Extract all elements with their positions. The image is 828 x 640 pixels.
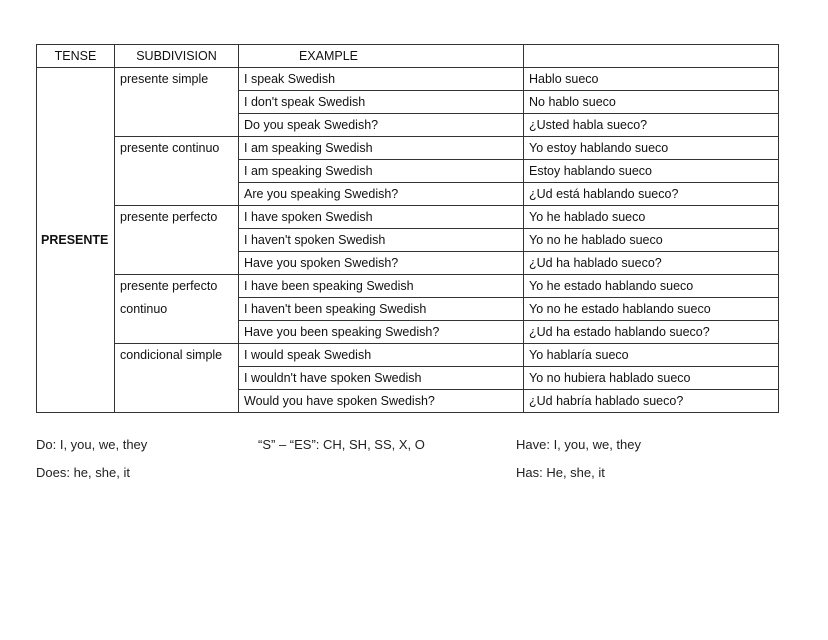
example-cell: I speak Swedish [239,68,524,91]
example-cell: Have you been speaking Swedish? [239,321,524,344]
translation-cell: ¿Usted habla sueco? [524,114,779,137]
example-cell: Are you speaking Swedish? [239,183,524,206]
translation-cell: Yo no he hablado sueco [524,229,779,252]
example-cell: Do you speak Swedish? [239,114,524,137]
example-cell: I am speaking Swedish [239,137,524,160]
table-row [37,344,779,367]
example-cell: I don't speak Swedish [239,91,524,114]
note-do: Do: I, you, we, they [36,437,148,452]
example-cell: Would you have spoken Swedish? [239,390,524,413]
subdivision-cell: presente simple [115,68,239,137]
header-translation [524,45,779,68]
tense-cell: PRESENTE [37,68,115,413]
example-cell: I would speak Swedish [239,344,524,367]
table-row [37,68,779,91]
translation-cell: ¿Ud ha estado hablando sueco? [524,321,779,344]
header-row [37,45,779,68]
translation-cell: Hablo sueco [524,68,779,91]
header-tense: TENSE [37,45,115,68]
table-row [37,206,779,229]
translation-cell: Yo no he estado hablando sueco [524,298,779,321]
subdivision-cell: presente continuo [115,137,239,206]
translation-cell: Yo no hubiera hablado sueco [524,367,779,390]
translation-cell: Yo hablaría sueco [524,344,779,367]
example-cell: I am speaking Swedish [239,160,524,183]
subdivision-cell: presente perfecto continuo [115,275,239,344]
translation-cell: Estoy hablando sueco [524,160,779,183]
example-cell: I haven't spoken Swedish [239,229,524,252]
subdivision-cell: presente perfecto [115,206,239,275]
translation-cell: ¿Ud ha hablado sueco? [524,252,779,275]
translation-cell: Yo estoy hablando sueco [524,137,779,160]
table-row [37,275,779,298]
header-subdivision: SUBDIVISION [115,45,239,68]
note-have: Have: I, you, we, they [516,437,642,452]
translation-cell: ¿Ud está hablando sueco? [524,183,779,206]
note-does: Does: he, she, it [36,465,130,480]
note-s-es: “S” – “ES”: CH, SH, SS, X, O [258,437,425,452]
table-row [37,137,779,160]
example-cell: I wouldn't have spoken Swedish [239,367,524,390]
translation-cell: Yo he estado hablando sueco [524,275,779,298]
note-has: Has: He, she, it [516,465,605,480]
example-cell: I haven't been speaking Swedish [239,298,524,321]
translation-cell: No hablo sueco [524,91,779,114]
translation-cell: ¿Ud habría hablado sueco? [524,390,779,413]
header-example: EXAMPLE [239,45,524,68]
example-cell: Have you spoken Swedish? [239,252,524,275]
subdivision-cell: condicional simple [115,344,239,413]
translation-cell: Yo he hablado sueco [524,206,779,229]
tense-table [36,44,779,413]
example-cell: I have been speaking Swedish [239,275,524,298]
example-cell: I have spoken Swedish [239,206,524,229]
